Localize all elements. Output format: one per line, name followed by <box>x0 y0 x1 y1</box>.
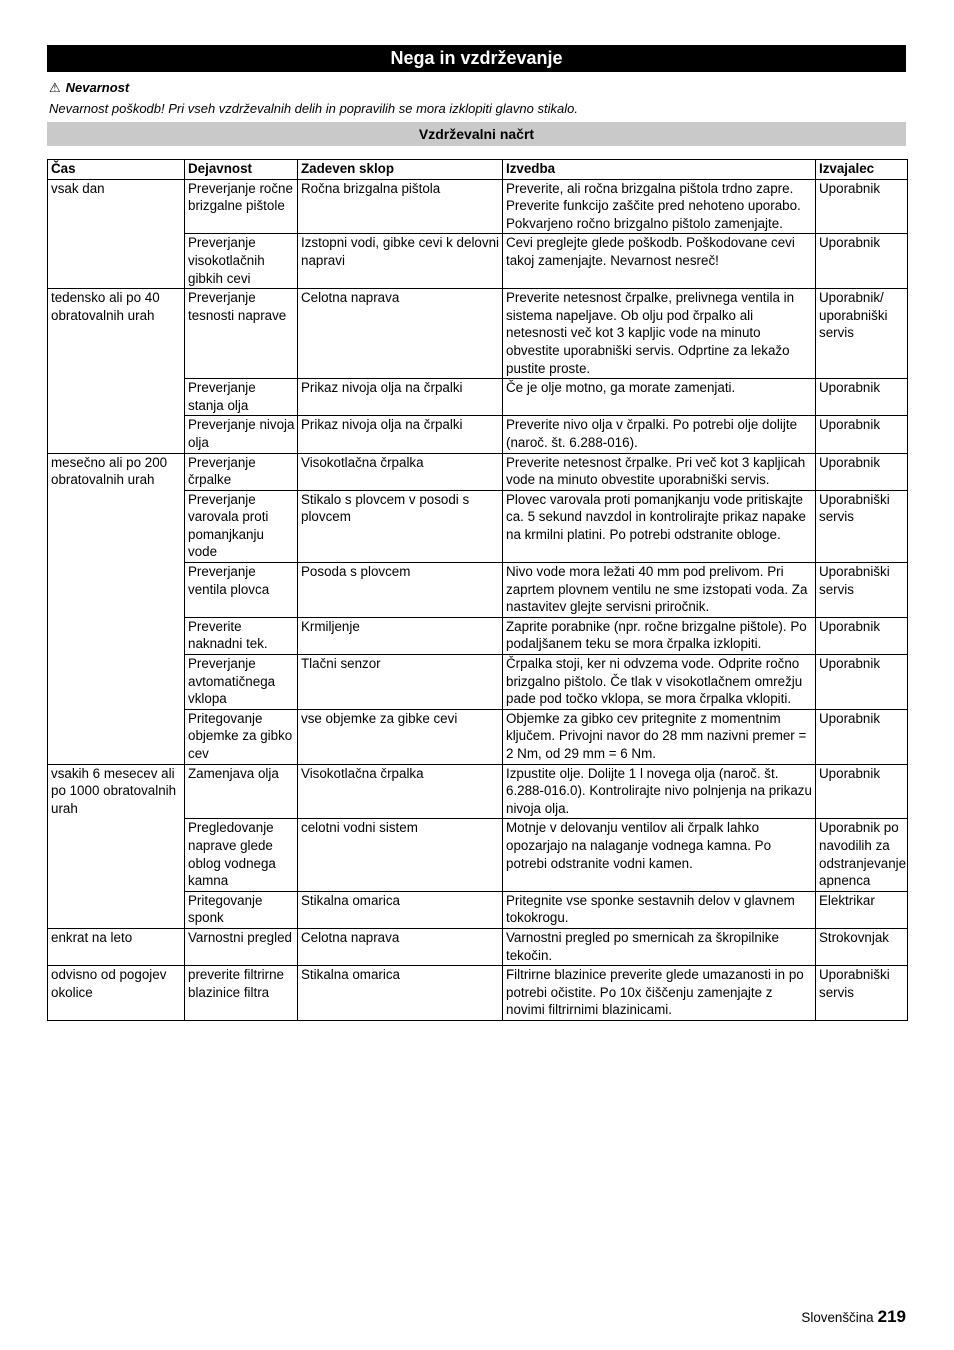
table-row <box>48 379 908 416</box>
cell-performer: Uporabnik/ uporabniški servis <box>816 289 908 379</box>
cell-activity: Zamenjava olja <box>185 764 298 819</box>
cell-execution: Cevi preglejte glede poškodb. Poškodovane cevi takoj zamenjajte. Nevarnost nesreč! <box>503 234 816 289</box>
cell-time <box>48 617 185 654</box>
cell-activity: Preverjanje varovala proti pomanjkanju vode <box>185 490 298 562</box>
table-row <box>48 709 908 764</box>
cell-activity: Pritegovanje objemke za gibko cev <box>185 709 298 764</box>
table-row <box>48 416 908 453</box>
column-header-performer: Izvajalec <box>816 160 908 180</box>
footer-language: Slovenščina <box>801 1310 874 1325</box>
warning-triangle-icon: ⚠ <box>49 80 61 95</box>
cell-activity: Preverjanje ročne brizgalne pištole <box>185 179 298 234</box>
cell-execution: Filtrirne blazinice preverite glede umazanosti in po potrebi očistite. Po 10x čiščenju zamenjajte z novimi filtrirnimi blazinicami. <box>503 966 816 1021</box>
table-row <box>48 453 908 490</box>
cell-time <box>48 416 185 453</box>
cell-assembly: Stikalna omarica <box>298 966 503 1021</box>
cell-activity: Preverjanje tesnosti naprave <box>185 289 298 379</box>
page-footer <box>801 1307 906 1328</box>
cell-assembly: Ročna brizgalna pištola <box>298 179 503 234</box>
column-header-time: Čas <box>48 160 185 180</box>
cell-assembly: Celotna naprava <box>298 289 503 379</box>
cell-execution: Izpustite olje. Dolijte 1 l novega olja (naroč. št. 6.288-016.0). Kontrolirajte nivo polnjenja na prikazu nivoja olja. <box>503 764 816 819</box>
cell-activity: Preverjanje avtomatičnega vklopa <box>185 655 298 710</box>
cell-time: vsak dan <box>48 179 185 234</box>
table-row <box>48 617 908 654</box>
cell-performer: Uporabnik <box>816 179 908 234</box>
cell-performer: Strokovnjak <box>816 928 908 965</box>
cell-performer: Uporabnik <box>816 416 908 453</box>
cell-time <box>48 563 185 618</box>
cell-activity: preverite filtrirne blazinice filtra <box>185 966 298 1021</box>
table-row <box>48 289 908 379</box>
cell-assembly: vse objemke za gibke cevi <box>298 709 503 764</box>
cell-assembly: Posoda s plovcem <box>298 563 503 618</box>
cell-performer: Uporabniški servis <box>816 563 908 618</box>
cell-activity: Preverjanje stanja olja <box>185 379 298 416</box>
cell-activity: Preverjanje črpalke <box>185 453 298 490</box>
cell-assembly: Visokotlačna črpalka <box>298 764 503 819</box>
cell-performer: Uporabniški servis <box>816 490 908 562</box>
cell-activity: Preverjanje visokotlačnih gibkih cevi <box>185 234 298 289</box>
cell-performer: Uporabnik <box>816 655 908 710</box>
cell-assembly: Stikalo s plovcem v posodi s plovcem <box>298 490 503 562</box>
page-title: Nega in vzdrževanje <box>47 45 906 72</box>
warning-heading <box>49 80 129 96</box>
cell-time: odvisno od pogojev okolice <box>48 966 185 1021</box>
cell-time: mesečno ali po 200 obratovalnih urah <box>48 453 185 490</box>
cell-activity: Preverite naknadni tek. <box>185 617 298 654</box>
cell-time: vsakih 6 mesecev ali po 1000 obratovalnih urah <box>48 764 185 819</box>
table-row <box>48 563 908 618</box>
cell-time <box>48 891 185 928</box>
cell-execution: Preverite netesnost črpalke, prelivnega ventila in sistema napeljave. Ob olju pod črpalko ali netesnosti več kot 3 kapljic vode na minuto obvestite uporabniški servis. Odprtine za lekažo pustite proste. <box>503 289 816 379</box>
cell-time <box>48 655 185 710</box>
cell-execution: Varnostni pregled po smernicah za škropilnike tekočin. <box>503 928 816 965</box>
cell-activity: Pritegovanje sponk <box>185 891 298 928</box>
section-title: Vzdrževalni načrt <box>47 122 906 146</box>
cell-performer: Uporabnik <box>816 709 908 764</box>
cell-execution: Objemke za gibko cev pritegnite z momentnim ključem. Privojni navor do 28 mm nazivni premer = 2 Nm, od 29 mm = 6 Nm. <box>503 709 816 764</box>
warning-text: Nevarnost poškodb! Pri vseh vzdrževalnih delih in popravilih se mora izklopiti glavno stikalo. <box>49 101 578 116</box>
cell-assembly: Stikalna omarica <box>298 891 503 928</box>
cell-assembly: Visokotlačna črpalka <box>298 453 503 490</box>
cell-performer: Uporabnik <box>816 379 908 416</box>
column-header-activity: Dejavnost <box>185 160 298 180</box>
cell-time <box>48 490 185 562</box>
cell-execution: Zaprite porabnike (npr. ročne brizgalne pištole). Po podaljšanem teku se mora črpalka izklopiti. <box>503 617 816 654</box>
table-row <box>48 764 908 819</box>
cell-execution: Črpalka stoji, ker ni odvzema vode. Odprite ročno brizgalno pištolo. Če tlak v visokotlačnem omrežju pade pod točko vklopa, se mora črpalka vklopiti. <box>503 655 816 710</box>
cell-performer: Elektrikar <box>816 891 908 928</box>
cell-activity: Preverjanje nivoja olja <box>185 416 298 453</box>
cell-assembly: Krmiljenje <box>298 617 503 654</box>
table-row <box>48 490 908 562</box>
table-row <box>48 966 908 1021</box>
table-row <box>48 819 908 891</box>
warning-heading-label: Nevarnost <box>65 80 130 95</box>
cell-assembly: celotni vodni sistem <box>298 819 503 891</box>
cell-performer: Uporabnik <box>816 764 908 819</box>
cell-assembly: Tlačni senzor <box>298 655 503 710</box>
cell-time: enkrat na leto <box>48 928 185 965</box>
cell-execution: Nivo vode mora ležati 40 mm pod prelivom. Pri zaprtem plovnem ventilu ne sme izstopati voda. Za nastavitev glejte servisni priročnik. <box>503 563 816 618</box>
cell-execution: Preverite netesnost črpalke. Pri več kot 3 kapljicah vode na minuto obvestite uporabniški servis. <box>503 453 816 490</box>
column-header-execution: Izvedba <box>503 160 816 180</box>
cell-time: tedensko ali po 40 obratovalnih urah <box>48 289 185 379</box>
cell-execution: Pritegnite vse sponke sestavnih delov v glavnem tokokrogu. <box>503 891 816 928</box>
table-row <box>48 655 908 710</box>
cell-execution: Preverite nivo olja v črpalki. Po potrebi olje dolijte (naroč. št. 6.288-016). <box>503 416 816 453</box>
cell-performer: Uporabnik <box>816 234 908 289</box>
cell-performer: Uporabnik <box>816 617 908 654</box>
cell-activity: Pregledovanje naprave glede oblog vodnega kamna <box>185 819 298 891</box>
cell-time <box>48 819 185 891</box>
cell-time <box>48 234 185 289</box>
maintenance-plan-table <box>47 159 908 1021</box>
table-header-row <box>48 160 908 180</box>
cell-activity: Varnostni pregled <box>185 928 298 965</box>
cell-execution: Motnje v delovanju ventilov ali črpalk lahko opozarjajo na nalaganje vodnega kamna. Po potrebi odstranite vodni kamen. <box>503 819 816 891</box>
cell-activity: Preverjanje ventila plovca <box>185 563 298 618</box>
cell-performer: Uporabnik <box>816 453 908 490</box>
cell-execution: Preverite, ali ročna brizgalna pištola trdno zapre. Preverite funkcijo zaščite pred nehoteno uporabo. Pokvarjeno ročno brizgalno pištolo zamenjajte. <box>503 179 816 234</box>
cell-assembly: Izstopni vodi, gibke cevi k delovni napravi <box>298 234 503 289</box>
cell-performer: Uporabnik po navodilih za odstranjevanje apnenca <box>816 819 908 891</box>
cell-assembly: Celotna naprava <box>298 928 503 965</box>
cell-time <box>48 709 185 764</box>
cell-time <box>48 379 185 416</box>
column-header-assembly: Zadeven sklop <box>298 160 503 180</box>
table-row <box>48 234 908 289</box>
table-body <box>48 179 908 1020</box>
cell-assembly: Prikaz nivoja olja na črpalki <box>298 416 503 453</box>
table-row <box>48 179 908 234</box>
cell-execution: Če je olje motno, ga morate zamenjati. <box>503 379 816 416</box>
table-row <box>48 891 908 928</box>
page-number: 219 <box>877 1307 906 1326</box>
cell-assembly: Prikaz nivoja olja na črpalki <box>298 379 503 416</box>
cell-performer: Uporabniški servis <box>816 966 908 1021</box>
cell-execution: Plovec varovala proti pomanjkanju vode pritiskajte ca. 5 sekund navzdol in kontrolirajte prikaz napake na krmilni platini. Po potrebi odstranite obloge. <box>503 490 816 562</box>
table-row <box>48 928 908 965</box>
